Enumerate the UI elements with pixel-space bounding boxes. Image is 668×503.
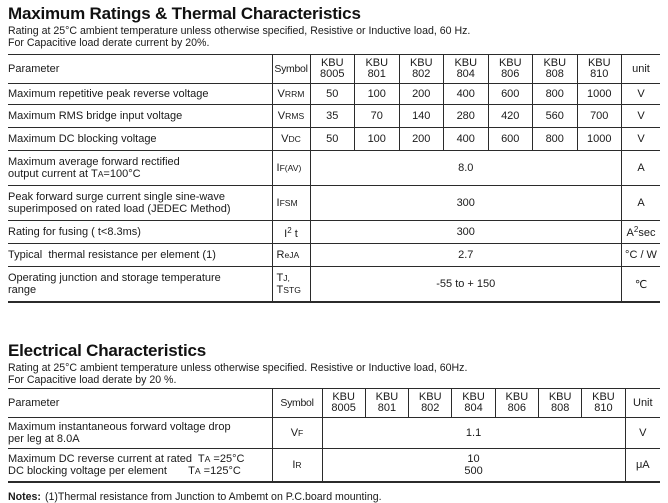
unit-cell: V — [622, 84, 661, 105]
merged-value-cell: 300 — [310, 186, 622, 221]
value-cell: 400 — [444, 128, 489, 151]
section-subtitle-line2: For Capacitive load derate current by 20%. — [8, 36, 210, 49]
column-header-model: KBU 801 — [365, 389, 408, 418]
symbol-cell: IR — [272, 449, 322, 483]
unit-cell: V — [622, 128, 661, 151]
notes-label: Notes: — [8, 491, 41, 503]
column-header-model: KBU 801 — [355, 55, 400, 84]
value-cell: 100 — [355, 128, 400, 151]
value-cell: 70 — [355, 105, 400, 128]
merged-value-cell: 2.7 — [310, 244, 622, 267]
column-header-model: KBU 810 — [582, 389, 625, 418]
section-title: Maximum Ratings & Thermal Characteristics — [8, 4, 361, 23]
param-cell: Maximum DC reverse current at rated TA =25°C DC blocking voltage per element TA =125°C — [8, 449, 272, 483]
merged-value-cell: 8.0 — [310, 151, 622, 186]
symbol-cell: VDC — [272, 128, 310, 151]
symbol-cell: VF — [272, 418, 322, 449]
value-cell: 100 — [355, 84, 400, 105]
value-cell: 420 — [488, 105, 533, 128]
column-header-parameter: Parameter — [8, 389, 272, 418]
value-cell: 200 — [399, 128, 444, 151]
value-cell: 600 — [488, 128, 533, 151]
param-cell: Maximum repetitive peak reverse voltage — [8, 84, 272, 105]
column-header-symbol: Symbol — [272, 389, 322, 418]
value-cell: 560 — [533, 105, 578, 128]
value-cell: 1000 — [577, 84, 622, 105]
section-title: Electrical Characteristics — [8, 341, 206, 361]
unit-cell: ℃ — [622, 267, 661, 303]
notes-text: (1)Thermal resistance from Junction to Ambemt on P.C.board mounting. — [44, 491, 382, 503]
section-max-ratings — [8, 4, 660, 303]
table-header-row — [8, 389, 660, 418]
unit-cell: °C / W — [622, 244, 661, 267]
column-header-model: KBU 806 — [495, 389, 538, 418]
merged-value-cell: 10 500 — [322, 449, 625, 483]
symbol-cell: ReJA — [272, 244, 310, 267]
column-header-model: KBU 808 — [538, 389, 581, 418]
param-cell: Maximum RMS bridge input voltage — [8, 105, 272, 128]
electrical-table — [8, 388, 660, 483]
unit-cell: μA — [625, 449, 660, 483]
symbol-cell: TJ, TSTG — [272, 267, 310, 303]
max-ratings-table — [8, 54, 660, 303]
unit-cell: V — [622, 105, 661, 128]
section-gap — [8, 303, 660, 341]
unit-cell: A — [622, 186, 661, 221]
param-cell: Maximum average forward rectified output current at TA=100°C — [8, 151, 272, 186]
value-cell: 50 — [310, 128, 355, 151]
table-row — [8, 105, 660, 128]
param-cell: Typical thermal resistance per element (1) — [8, 244, 272, 267]
symbol-cell: VRRM — [272, 84, 310, 105]
merged-value-cell: 300 — [310, 221, 622, 244]
column-header-unit: Unit — [625, 389, 660, 418]
merged-value-cell: -55 to + 150 — [310, 267, 622, 303]
table-row — [8, 449, 660, 483]
column-header-parameter: Parameter — [8, 55, 272, 84]
value-cell: 400 — [444, 84, 489, 105]
column-header-model: KBU 8005 — [322, 389, 365, 418]
column-header-model: KBU 804 — [444, 55, 489, 84]
notes — [8, 491, 660, 503]
section-electrical — [8, 341, 660, 483]
param-cell: Maximum DC blocking voltage — [8, 128, 272, 151]
value-cell: 140 — [399, 105, 444, 128]
value-cell: 200 — [399, 84, 444, 105]
value-cell: 800 — [533, 84, 578, 105]
column-header-model: KBU 810 — [577, 55, 622, 84]
symbol-cell: IF(AV) — [272, 151, 310, 186]
column-header-model: KBU 802 — [399, 55, 444, 84]
unit-cell: $A^2\sec$ — [622, 221, 661, 244]
value-cell: 1000 — [577, 128, 622, 151]
table-header-row — [8, 55, 660, 84]
table-row — [8, 151, 660, 186]
param-cell: Operating junction and storage temperature range — [8, 267, 272, 303]
column-header-symbol: Symbol — [272, 55, 310, 84]
section-subtitle-line1: Rating at 25°C ambient temperature unless otherwise specified. Resistive or Inductive load, 60Hz. — [8, 362, 468, 375]
table-row — [8, 267, 660, 303]
value-cell: 700 — [577, 105, 622, 128]
column-header-unit: unit — [622, 55, 661, 84]
table-row — [8, 186, 660, 221]
table-row — [8, 221, 660, 244]
param-cell: Rating for fusing ( t<8.3ms) — [8, 221, 272, 244]
value-cell: 600 — [488, 84, 533, 105]
value-cell: 800 — [533, 128, 578, 151]
section-subtitle-line2: For Capacitive load derate by 20 %. — [8, 373, 177, 386]
table-row — [8, 84, 660, 105]
symbol-cell: IFSM — [272, 186, 310, 221]
param-cell: Maximum instantaneous forward voltage drop per leg at 8.0A — [8, 418, 272, 449]
column-header-model: KBU 8005 — [310, 55, 355, 84]
column-header-model: KBU 802 — [409, 389, 452, 418]
param-cell: Peak forward surge current single sine-wave superimposed on rated load (JEDEC Method) — [8, 186, 272, 221]
unit-cell: A — [622, 151, 661, 186]
table-row — [8, 128, 660, 151]
section-subtitle-line1: Rating at 25°C ambient temperature unless otherwise specified, Resistive or Inductive load, 60 Hz. — [8, 25, 471, 37]
table-row — [8, 244, 660, 267]
value-cell: 280 — [444, 105, 489, 128]
value-cell: 35 — [310, 105, 355, 128]
column-header-model: KBU 804 — [452, 389, 495, 418]
unit-cell: V — [625, 418, 660, 449]
column-header-model: KBU 808 — [533, 55, 578, 84]
merged-value-cell: 1.1 — [322, 418, 625, 449]
symbol-cell: $I^2$ t — [272, 221, 310, 244]
value-cell: 50 — [310, 84, 355, 105]
table-row — [8, 418, 660, 449]
column-header-model: KBU 806 — [488, 55, 533, 84]
symbol-cell: VRMS — [272, 105, 310, 128]
